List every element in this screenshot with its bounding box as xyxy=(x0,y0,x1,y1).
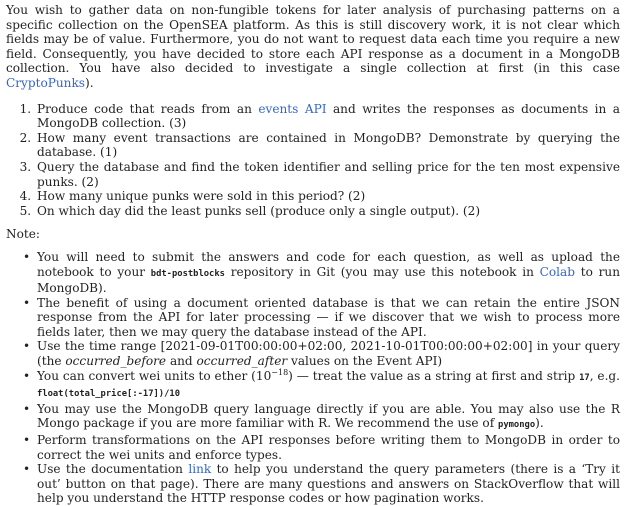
note-1-text-b: repository in Git (you may use this notebook in xyxy=(224,264,540,279)
question-2-text: How many event transactions are contained in MongoDB? Demonstrate by querying the database. (1) xyxy=(37,130,620,160)
exponent: −18 xyxy=(271,367,289,377)
note-4-text-b: ) — treat the value as a string at first and strip xyxy=(288,368,580,383)
intro-text: You wish to gather data on non-fungible tokens for later analysis of purchasing patterns on a specific collection on the OpenSEA platform. As this is still discovery work, it is not clear which fields may be of value. Furthermore, you do not want to request data each time you require a new field. Consequently, you have decided to store each API response as a document in a MongoDB collection. You have also decided to investigate a single collection at first (in this case xyxy=(6,3,620,76)
note-item xyxy=(35,250,620,296)
intro-paragraph xyxy=(6,3,620,91)
intro-text-end: ). xyxy=(85,75,94,90)
question-3-text: Query the database and find the token identifier and selling price for the ten most expensive punks. (2) xyxy=(37,159,620,189)
occurred-after-param: occurred_after xyxy=(196,354,288,369)
note-3-text-b: and xyxy=(166,354,197,369)
question-2 xyxy=(35,131,620,160)
conversion-code: float(total_price[:-17])/10 xyxy=(37,389,180,400)
note-1-text: You will need to submit the answers and code for each question, as well as upload the notebook to your xyxy=(37,249,620,279)
note-3-text-c: values on the Event API) xyxy=(287,354,443,369)
note-list xyxy=(6,250,620,506)
cryptopunks-link[interactable]: CryptoPunks xyxy=(6,75,85,90)
question-5-text: On which day did the least punks sell (produce only a single output). (2) xyxy=(37,203,481,218)
note-7-text: Use the documentation xyxy=(37,462,189,477)
question-5 xyxy=(35,204,620,219)
note-item xyxy=(35,402,620,433)
note-2-text: The benefit of using a document oriented database is that we can retain the entire JSON response from the API for later processing — if we discover that we wish to process more fields later, then we may query the database instead of the API. xyxy=(37,295,620,339)
colab-link[interactable]: Colab xyxy=(539,264,575,279)
note-item xyxy=(35,369,620,402)
note-3-text: Use the time range [2021-09-01T00:00:00+02:00, 2021-10-01T00:00:00+02:00] in your query (the xyxy=(37,339,620,369)
pymongo-code: pymongo xyxy=(498,420,536,431)
occurred-before-param: occurred_before xyxy=(65,354,167,369)
question-1-text-end: and writes the responses as documents in a MongoDB collection. (3) xyxy=(37,101,620,131)
question-1 xyxy=(35,102,620,131)
events-api-link[interactable]: events API xyxy=(258,101,327,116)
note-5-text: You may use the MongoDB query language directly if you are able. You may also use the R Mongo package if you are more familiar with R. We recommend the use of xyxy=(37,401,620,431)
note-4-text-c: , e.g. xyxy=(589,368,620,383)
question-4 xyxy=(35,189,620,204)
documentation-link[interactable]: link xyxy=(188,462,212,477)
question-3 xyxy=(35,160,620,189)
note-heading: Note: xyxy=(6,227,40,242)
question-list xyxy=(6,102,620,219)
note-4-text: You can convert wei units to ether (10 xyxy=(37,368,272,383)
repo-name-code: bdt-postblocks xyxy=(150,268,225,279)
question-1-text: Produce code that reads from an xyxy=(37,101,259,116)
assignment-document xyxy=(6,3,620,506)
note-5-text-b: ). xyxy=(535,416,544,431)
note-7-text-b: to help you understand the query parameters (there is a ‘Try it out’ button on that page). There are many questions and answers on StackOverflow that will help you understand the HTTP response codes or how pagination works. xyxy=(37,462,620,506)
note-6-text: Perform transformations on the API responses before writing them to MongoDB in order to correct the wei units and enforce types. xyxy=(37,433,620,462)
note-item xyxy=(35,296,620,340)
question-4-text: How many unique punks were sold in this period? (2) xyxy=(37,189,366,204)
note-item xyxy=(35,339,620,368)
note-1-text-c: to run MongoDB). xyxy=(37,264,620,296)
note-item xyxy=(35,433,620,462)
strip-count-code: 17 xyxy=(579,372,590,383)
